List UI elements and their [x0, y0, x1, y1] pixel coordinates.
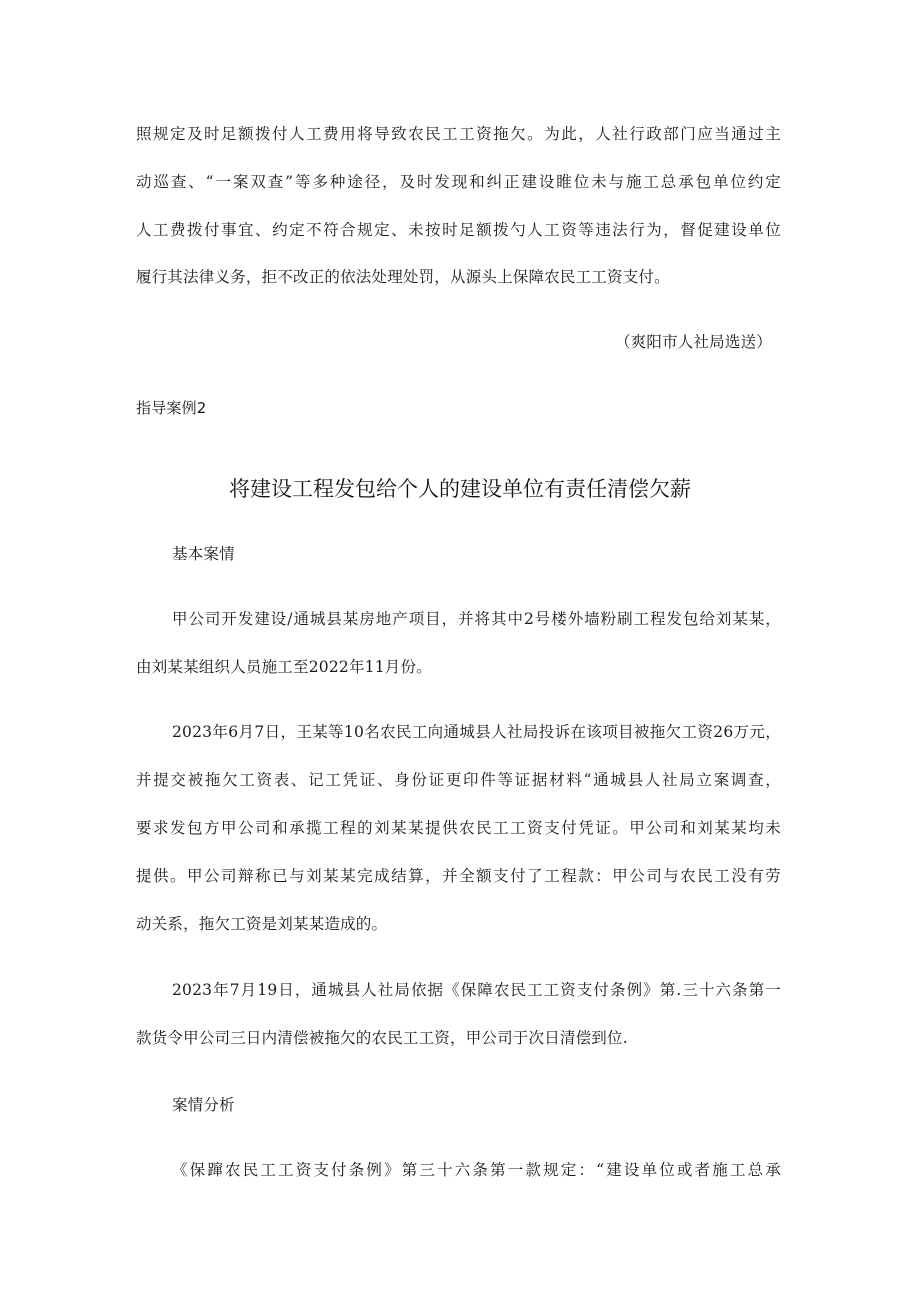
analysis-para1-line-1: 《保蹿农民工工资支付条例》第三十六条第一款规定：“建设单位或者施工总承 [172, 1161, 781, 1179]
facts-para2-line-2: 并提交被拖欠工资表、记工凭证、身份证更印件等证据材料“通城县人社局立案调查， [136, 771, 781, 789]
section-heading-case-analysis: 案情分析 [172, 1096, 235, 1114]
case-title: 将建设工程发包给个人的建设单位有责任清偿欠薪 [229, 477, 691, 501]
case-label: 指导案例2 [136, 399, 207, 417]
facts-para2-line-4: 提供。甲公司辩称已与刘某某完成结算，并全额支付了工程款：甲公司与农民工没有劳 [136, 867, 781, 885]
section-heading-basic-facts: 基本案情 [172, 545, 235, 563]
facts-para2-line-3: 要求发包方甲公司和承揽工程的刘某某提供农民工工资支付凭证。甲公司和刘某某均未 [136, 819, 781, 837]
facts-para1-line-2: 由刘某某组织人员施工至2022年11月份。 [136, 658, 432, 676]
facts-para3-line-1: 2023年7月19日，通城县人社局依据《保障农民工工资支付条例》第.三十六条第一 [172, 981, 781, 999]
intro-line-4: 履行其法律义务，拒不改正的依法处理处罚，从源头上保障农民工工资支付。 [136, 268, 670, 286]
intro-line-2: 动巡查、“一案双查”等多种途径，及时发现和纠正建设睢位未与施工总承包单位约定 [136, 173, 781, 191]
intro-line-3: 人工费拨付事宜、约定不符合规定、未按时足额拨勺人工资等违法行为，督促建设单位 [136, 221, 781, 239]
facts-para2-line-5: 动关系，拖欠工资是刘某某造成的。 [136, 915, 388, 933]
facts-para3-line-2: 款货令甲公司三日内清偿被拖欠的农民工工资，甲公司于次日清偿到位. [136, 1029, 628, 1047]
intro-line-1: 照规定及时足额拨付人工费用将导致农民工工资拖欠。为此，人社行政部门应当通过主 [136, 125, 781, 143]
facts-para1-line-1: 甲公司开发建设/通城县某房地产项目，并将其中2号楼外墙粉刷工程发包给刘某某， [172, 610, 781, 628]
facts-para2-line-1: 2023年6月7日，王某等10名农民工向通城县人社局投诉在该项目被拖欠工资26万元， [172, 723, 781, 741]
source-attribution: （爽阳市人社局选送） [614, 333, 772, 351]
